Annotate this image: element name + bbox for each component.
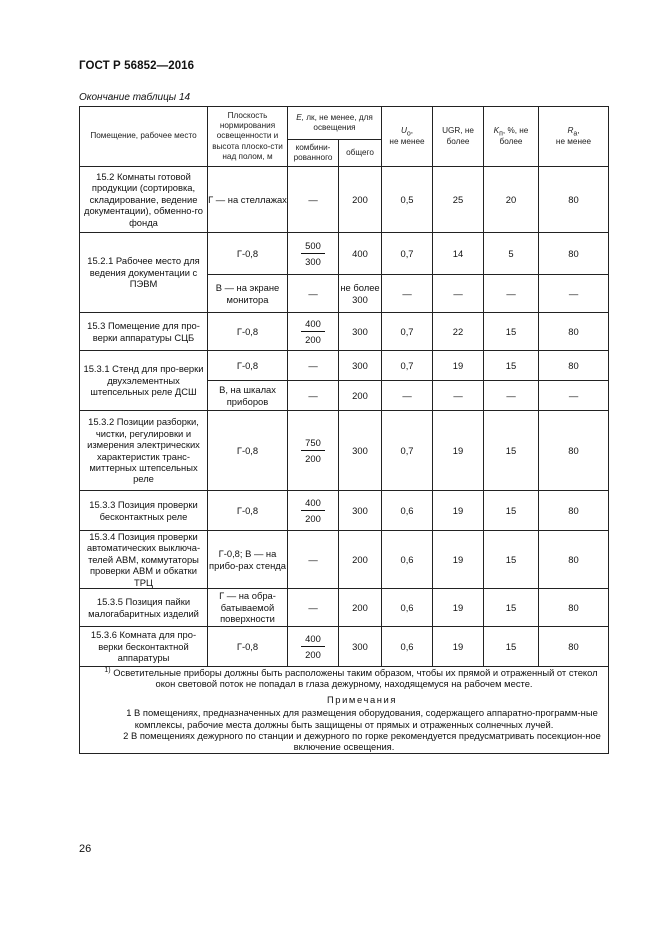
- footnote: [80, 667, 608, 690]
- cell-ra: 80: [539, 491, 609, 531]
- cell-kp: 15: [484, 313, 539, 351]
- cell-ugr: 25: [433, 167, 484, 233]
- table-body: [80, 167, 609, 667]
- cell-plane: Г-0,8: [208, 313, 288, 351]
- cell-plane: В, на шкалах приборов: [208, 381, 288, 411]
- footnote-mark: 1): [104, 666, 111, 674]
- header-kp: [484, 107, 539, 167]
- fraction-denominator: 200: [305, 334, 321, 345]
- cell-ra: 80: [539, 167, 609, 233]
- table-row: [80, 411, 609, 491]
- fraction-denominator: 300: [305, 256, 321, 267]
- fraction-numerator: 400: [301, 632, 325, 647]
- cell-plane: Г-0,8: [208, 351, 288, 381]
- cell-plane: Г-0,8: [208, 627, 288, 667]
- cell-plane: Г-0,8: [208, 491, 288, 531]
- cell-kp: —: [484, 275, 539, 313]
- header-illuminance: [288, 107, 382, 140]
- cell-kp: 15: [484, 491, 539, 531]
- cell-ra: 80: [539, 627, 609, 667]
- header-room: Помещение, рабочее место: [80, 107, 208, 167]
- cell-kp: 15: [484, 589, 539, 627]
- cell-uo: 0,7: [382, 351, 433, 381]
- cell-general: 200: [339, 589, 382, 627]
- header-uo: $U_o$, не менее: [382, 107, 433, 167]
- fraction-denominator: 200: [305, 649, 321, 661]
- fraction: [301, 496, 325, 525]
- cell-uo: 0,6: [382, 589, 433, 627]
- note-2: 2 В помещениях дежурного по станции и дежурного по горке рекомендуется предусматривать посекцион-ное включение освещения.: [123, 730, 601, 753]
- cell-kp: 20: [484, 167, 539, 233]
- cell-plane: В — на экране монитора: [208, 275, 288, 313]
- cell-ugr: 19: [433, 351, 484, 381]
- cell-combined: [288, 313, 339, 351]
- header-ra-symbol: R: [567, 126, 574, 136]
- fraction: [301, 239, 325, 268]
- table-row: [80, 531, 609, 589]
- table-row: [80, 351, 609, 381]
- header-kp-text: , %, не более: [499, 126, 529, 146]
- cell-uo: 0,6: [382, 531, 433, 589]
- cell-room: 15.2.1 Рабочее место для ведения документации с ПЭВМ: [80, 233, 208, 313]
- cell-general: 300: [339, 411, 382, 491]
- cell-kp: 15: [484, 351, 539, 381]
- cell-ra: 80: [539, 589, 609, 627]
- cell-ra: 80: [539, 313, 609, 351]
- table-row: [80, 491, 609, 531]
- cell-ugr: 19: [433, 589, 484, 627]
- table-row: [80, 167, 609, 233]
- cell-uo: 0,7: [382, 313, 433, 351]
- table-notes: [80, 667, 609, 754]
- cell-general: 300: [339, 491, 382, 531]
- header-uo-text: не менее: [389, 136, 425, 146]
- cell-plane: Г — на обра-батываемой поверхности: [208, 589, 288, 627]
- table-row: [80, 313, 609, 351]
- cell-ugr: 22: [433, 313, 484, 351]
- cell-room: 15.3 Помещение для про-верки аппаратуры СЦБ: [80, 313, 208, 351]
- table-row: [80, 233, 609, 275]
- note-1: 1 В помещениях, предназначенных для размещения оборудования, содержащего аппаратно-программ-ные комплексы, рабочие места должны быть защищены от прямых и отраженных солнечных лучей.: [126, 707, 598, 730]
- header-uo-symbol: U: [400, 126, 407, 136]
- cell-combined: [288, 627, 339, 667]
- cell-uo: —: [382, 381, 433, 411]
- document-title: ГОСТ Р 56852—2016: [79, 60, 195, 72]
- cell-plane: Г-0,8; В — на прибо-рах стенда: [208, 531, 288, 589]
- cell-ra: 80: [539, 233, 609, 275]
- table-row: [80, 589, 609, 627]
- page-number: 26: [79, 843, 92, 855]
- cell-uo: 0,7: [382, 233, 433, 275]
- header-kp-sub: п: [499, 130, 503, 138]
- cell-combined: —: [288, 381, 339, 411]
- cell-general: 300: [339, 351, 382, 381]
- fraction-denominator: 200: [305, 513, 321, 524]
- cell-ra: —: [539, 381, 609, 411]
- cell-ugr: 19: [433, 491, 484, 531]
- cell-general: 400: [339, 233, 382, 275]
- cell-combined: —: [288, 275, 339, 313]
- cell-ugr: 19: [433, 411, 484, 491]
- table-row: [80, 627, 609, 667]
- header-kp-symbol: K: [493, 126, 500, 136]
- cell-combined: —: [288, 531, 339, 589]
- cell-ra: 80: [539, 351, 609, 381]
- cell-ra: —: [539, 275, 609, 313]
- fraction-numerator: 500: [301, 239, 325, 254]
- cell-plane: Г — на стеллажах: [208, 167, 288, 233]
- cell-combined: —: [288, 351, 339, 381]
- cell-combined: [288, 411, 339, 491]
- cell-general: не более 300: [339, 275, 382, 313]
- fraction: [301, 317, 325, 346]
- cell-ugr: 19: [433, 627, 484, 667]
- header-combined: комбини-рованного: [288, 140, 339, 167]
- cell-general: 200: [339, 531, 382, 589]
- header-uo-sub: o: [406, 130, 411, 138]
- cell-room: 15.3.3 Позиция проверки бесконтактных реле: [80, 491, 208, 531]
- cell-ugr: 19: [433, 531, 484, 589]
- fraction-numerator: 400: [301, 317, 325, 332]
- cell-ugr: 14: [433, 233, 484, 275]
- fraction: [301, 632, 325, 661]
- cell-kp: 15: [484, 627, 539, 667]
- cell-kp: 5: [484, 233, 539, 275]
- cell-ra: 80: [539, 531, 609, 589]
- cell-room: 15.3.4 Позиция проверки автоматических выключа-телей АВМ, коммутаторы проверки АВМ и обкатки ТРЦ: [80, 531, 208, 589]
- fraction-denominator: 200: [305, 453, 321, 464]
- cell-combined: [288, 233, 339, 275]
- fraction-numerator: 400: [301, 496, 325, 511]
- cell-room: 15.3.1 Стенд для про-верки двухэлементных штепсельных реле ДСШ: [80, 351, 208, 411]
- cell-plane: Г-0,8: [208, 233, 288, 275]
- cell-uo: 0,7: [382, 411, 433, 491]
- cell-general: 200: [339, 167, 382, 233]
- cell-room: 15.3.6 Комната для про-верки бесконтактной аппаратуры: [80, 627, 208, 667]
- cell-uo: 0,6: [382, 491, 433, 531]
- cell-kp: 15: [484, 531, 539, 589]
- cell-ugr: —: [433, 275, 484, 313]
- cell-kp: 15: [484, 411, 539, 491]
- header-plane: Плоскость нормирования освещенности и высота плоско-сти над полом, м: [208, 107, 288, 167]
- cell-combined: —: [288, 167, 339, 233]
- lighting-norms-table: [79, 106, 609, 754]
- header-e-symbol: E,: [296, 112, 304, 122]
- cell-room: 15.2 Комнаты готовой продукции (сортировка, складирование, ведение документации), обменно-го фонда: [80, 167, 208, 233]
- footnote-text: Осветительные приборы должны быть расположены таким образом, чтобы их прямой и отраженный от стекол окон световой поток не попадал в глаза дежурному, находящемуся на рабочем месте.: [113, 667, 598, 690]
- header-e-text: лк, не менее, для освещения: [306, 112, 373, 132]
- table-caption: Окончание таблицы 14: [79, 92, 191, 103]
- header-general: общего: [339, 140, 382, 167]
- cell-plane: Г-0,8: [208, 411, 288, 491]
- header-ra: $R_a$, не менее: [539, 107, 609, 167]
- fraction-numerator: 750: [301, 436, 325, 451]
- cell-uo: 0,5: [382, 167, 433, 233]
- cell-room: 15.3.2 Позиции разборки, чистки, регулировки и измерения электрических характеристик транс-миттерных штепсельных реле: [80, 411, 208, 491]
- header-ra-sub: a: [573, 130, 578, 138]
- cell-kp: —: [484, 381, 539, 411]
- cell-combined: —: [288, 589, 339, 627]
- cell-uo: 0,6: [382, 627, 433, 667]
- cell-general: 200: [339, 381, 382, 411]
- header-ra-text: не менее: [555, 136, 592, 146]
- fraction: [301, 436, 325, 465]
- cell-uo: —: [382, 275, 433, 313]
- cell-ra: 80: [539, 411, 609, 491]
- cell-room: 15.3.5 Позиция пайки малогабаритных изделий: [80, 589, 208, 627]
- cell-general: 300: [339, 313, 382, 351]
- cell-combined: [288, 491, 339, 531]
- cell-general: 300: [339, 627, 382, 667]
- notes-title: Примечания: [326, 693, 398, 705]
- header-ugr: UGR, не более: [433, 107, 484, 167]
- cell-ugr: —: [433, 381, 484, 411]
